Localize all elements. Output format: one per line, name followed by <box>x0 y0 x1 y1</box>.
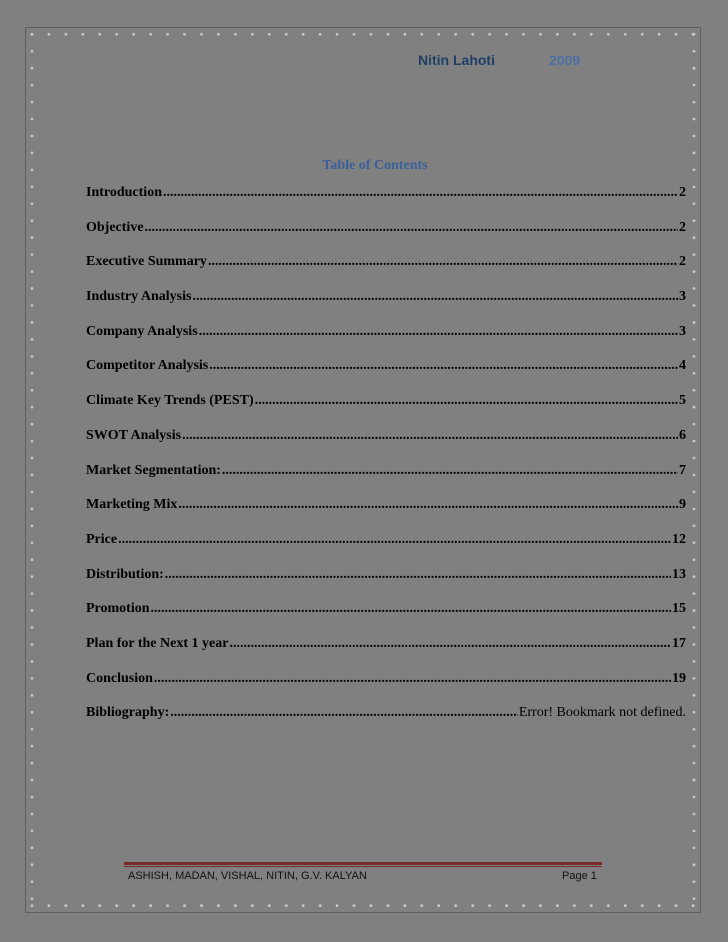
toc-entry[interactable] <box>86 358 686 393</box>
toc-entry-page: 17 <box>672 635 686 651</box>
toc-entry-label: Promotion <box>86 601 150 617</box>
header-year: 2009 <box>549 52 581 68</box>
toc-entry-page: 15 <box>672 601 686 617</box>
toc-leader <box>222 463 678 479</box>
toc-entry-page: 2 <box>679 185 686 200</box>
footer-authors: ASHISH, MADAN, VISHAL, NITIN, G.V. KALYAN <box>128 870 367 882</box>
toc-entry[interactable] <box>86 601 686 636</box>
toc-entry-label: SWOT Analysis <box>86 427 182 443</box>
toc-leader <box>165 567 671 583</box>
toc-leader <box>118 532 671 548</box>
toc-entry[interactable] <box>86 220 686 255</box>
footer-rule <box>124 862 602 865</box>
toc-entry-label: Plan for the Next 1 year <box>86 635 229 651</box>
toc-entry-page: 9 <box>679 497 686 513</box>
toc-entry[interactable] <box>86 497 686 532</box>
toc-entry-page: 12 <box>672 531 686 547</box>
toc-entry[interactable] <box>86 185 686 220</box>
toc-entry-label: Objective <box>86 219 144 235</box>
toc-leader <box>255 393 678 409</box>
toc-entry-label: Climate Key Trends (PEST) <box>86 393 254 409</box>
toc-entry-label: Bibliography: <box>86 705 170 721</box>
toc-title: Table of Contents <box>322 158 428 173</box>
toc-entry-page: 6 <box>679 427 686 443</box>
toc-entry[interactable] <box>86 567 686 602</box>
toc-leader <box>145 220 678 236</box>
toc-leader <box>163 185 678 201</box>
toc-entry-label: Introduction <box>86 185 162 200</box>
toc-entry-error: Error! Bookmark not defined. <box>518 705 686 721</box>
toc-entry-page: 4 <box>679 358 686 374</box>
toc-leader <box>199 324 678 340</box>
toc-leader <box>178 497 678 513</box>
toc-leader <box>192 289 678 305</box>
toc-entry-label: Competitor Analysis <box>86 358 209 374</box>
toc-entry-page: 3 <box>679 289 686 305</box>
toc-entry[interactable] <box>86 254 686 289</box>
toc-entry-page: 3 <box>679 323 686 339</box>
footer-rule-thin <box>124 866 602 867</box>
toc-entry-label: Market Segmentation: <box>86 462 221 478</box>
toc-entry-label: Industry Analysis <box>86 289 192 305</box>
toc-entry-page: 2 <box>679 219 686 235</box>
toc-leader <box>154 671 671 687</box>
toc-entry-page: 5 <box>679 393 686 409</box>
toc-leader <box>170 705 518 721</box>
toc-leader <box>209 358 678 374</box>
toc-entry-page: 2 <box>679 254 686 270</box>
toc-entry-label: Company Analysis <box>86 323 198 339</box>
toc-entry-label: Executive Summary <box>86 254 207 270</box>
toc-entry[interactable] <box>86 324 686 359</box>
toc-entry[interactable] <box>86 289 686 324</box>
toc-entry[interactable] <box>86 705 686 740</box>
toc-entry-label: Conclusion <box>86 670 153 686</box>
toc-leader <box>182 428 678 444</box>
toc-entry-page: 7 <box>679 462 686 478</box>
toc-leader <box>151 601 671 617</box>
toc-leader <box>208 254 678 270</box>
footer-page-number: Page 1 <box>562 870 597 882</box>
toc-entry-label: Distribution: <box>86 566 164 582</box>
toc-entry-label: Marketing Mix <box>86 497 178 513</box>
toc-entry[interactable] <box>86 532 686 567</box>
toc-entry[interactable] <box>86 671 686 706</box>
table-of-contents <box>86 185 686 740</box>
toc-leader <box>229 636 671 652</box>
toc-entry[interactable] <box>86 463 686 498</box>
header-author: Nitin Lahoti <box>418 52 495 68</box>
toc-entry[interactable] <box>86 636 686 671</box>
toc-entry-page: 13 <box>672 566 686 582</box>
toc-entry[interactable] <box>86 428 686 463</box>
toc-entry-label: Price <box>86 531 118 547</box>
toc-entry-page: 19 <box>672 670 686 686</box>
toc-entry[interactable] <box>86 393 686 428</box>
